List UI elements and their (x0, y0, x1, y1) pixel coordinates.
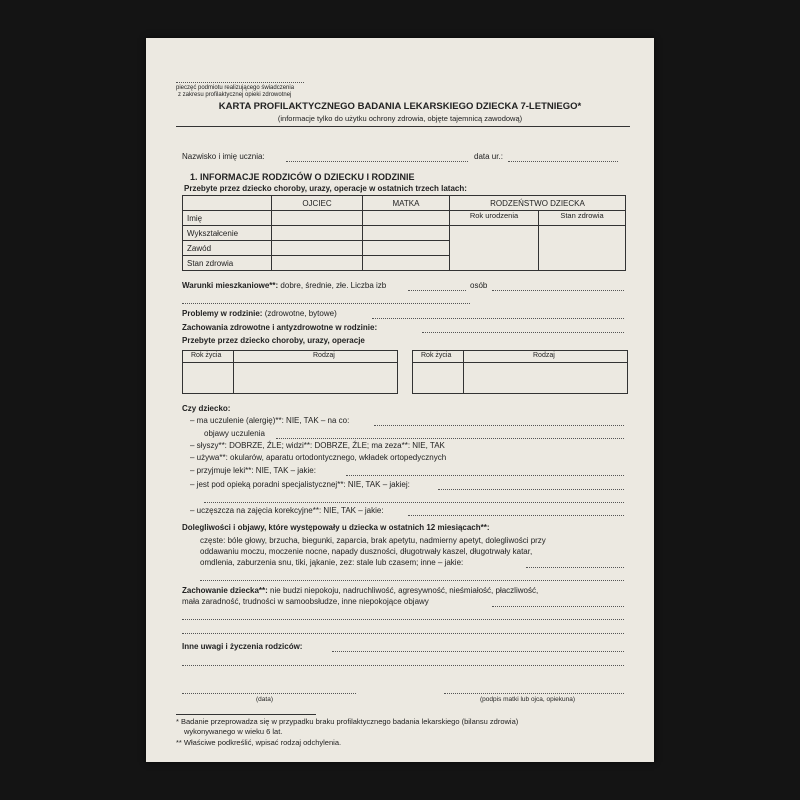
family-problems-options[interactable]: (zdrowotne, bytowe) (264, 309, 337, 318)
footnote-1b: wykonywanego w wieku 6 lat. (184, 727, 283, 736)
row-label-profession: Zawód (183, 241, 272, 256)
cell-father-education[interactable] (272, 226, 363, 241)
living-conditions-options[interactable]: dobre, średnie, złe. Liczba izb (280, 281, 387, 290)
allergy-field[interactable] (374, 425, 624, 426)
cell-father-profession[interactable] (272, 241, 363, 256)
cell-siblings-birth-year[interactable] (450, 226, 539, 271)
footnote-divider (176, 714, 316, 715)
footnote-1a: * Badanie przeprowadza się w przypadku braku profilaktycznego badania lekarskiego (bilansu zdrowia) (176, 717, 519, 726)
ailments-line1[interactable]: częste: bóle głowy, brzucha, biegunki, zaparcia, brak apetytu, nadmierny apetyt, dolegliwości przy (200, 536, 546, 545)
behavior-line1-wrap (182, 586, 538, 595)
family-problems-label: Problemy w rodzinie: (182, 309, 263, 318)
stamp-area (176, 82, 304, 99)
family-behaviors-label: Zachowania zdrowotne i antyzdrowotne w rodzinie: (182, 323, 378, 332)
allergy-symptoms-field[interactable] (276, 438, 624, 439)
clinic-line[interactable]: – jest pod opieką poradni specjalistycznej**: NIE, TAK – jakiej: (190, 480, 410, 489)
persons-label: osób (470, 281, 488, 290)
remarks-title: Inne uwagi i życzenia rodziców: (182, 642, 303, 651)
family-table (182, 195, 626, 271)
behavior-extra-field-1[interactable] (182, 619, 624, 620)
cell-father-name[interactable] (272, 211, 363, 226)
col-mother: MATKA (363, 196, 450, 211)
ailments-other-field[interactable] (526, 567, 624, 568)
hearing-vision-line[interactable]: – słyszy**: DOBRZE, ŹLE; widzi**: DOBRZE, ŹLE; ma zeza**: NIE, TAK (190, 441, 445, 450)
medicine-line[interactable]: – przyjmuje leki**: NIE, TAK – jakie: (190, 466, 316, 475)
col-siblings: RODZEŃSTWO DZIECKA (450, 196, 626, 211)
behavior-extra-field-2[interactable] (182, 633, 624, 634)
behavior-label: Zachowanie dziecka**: (182, 586, 268, 595)
remarks-field-1[interactable] (332, 651, 624, 652)
behavior-other-field[interactable] (492, 606, 624, 607)
title-divider (176, 126, 630, 127)
corrective-line[interactable]: – uczęszcza na zajęcia korekcyjne**: NIE, TAK – jakie: (190, 506, 384, 515)
row-label-health: Stan zdrowia (183, 256, 272, 271)
diseases-right-year-label: Rok życia (421, 352, 452, 359)
footnote-2: ** Właściwe podkreślić, wpisać rodzaj odchylenia. (176, 738, 342, 747)
uses-line[interactable]: – używa**: okularów, aparatu ortodontycznego, wkładek ortopedycznych (190, 453, 447, 462)
child-section-title: Czy dziecko: (182, 404, 231, 413)
ailments-extra-field[interactable] (200, 580, 624, 581)
ailments-title: Dolegliwości i objawy, które występowały u dziecka w ostatnich 12 miesiącach**: (182, 523, 490, 532)
parent-signature-field[interactable] (444, 693, 624, 694)
persons-field[interactable] (492, 290, 624, 291)
diseases-left-divider (233, 351, 234, 393)
date-label: (data) (256, 696, 273, 703)
date-field[interactable] (182, 693, 356, 694)
family-problems-field[interactable] (372, 318, 624, 319)
living-conditions-line (182, 281, 386, 290)
behavior-line1[interactable]: nie budzi niepokoju, nadruchliwość, agresywność, nieśmiałość, płaczliwość, (270, 586, 539, 595)
cell-mother-health[interactable] (363, 256, 450, 271)
cell-father-health[interactable] (272, 256, 363, 271)
dob-field[interactable] (508, 161, 618, 162)
section1-title: 1. INFORMACJE RODZICÓW O DZIECKU I RODZINIE (190, 172, 415, 182)
clinic-extra-field[interactable] (204, 502, 624, 503)
child-diseases-label: Przebyte przez dziecko choroby, urazy, operacje (182, 336, 365, 345)
section1-subtitle: Przebyte przez dziecko choroby, urazy, operacje w ostatnich trzech latach: (184, 184, 467, 193)
cell-siblings-health[interactable] (539, 226, 626, 271)
behavior-line2[interactable]: mała zaradność, trudności w samoobsłudze, inne niepokojące objawy (182, 597, 429, 606)
diseases-right-kind-label: Rodzaj (533, 352, 555, 359)
col-father: OJCIEC (272, 196, 363, 211)
diseases-left-year-label: Rok życia (191, 352, 222, 359)
corrective-field[interactable] (408, 515, 624, 516)
diseases-left-kind-label: Rodzaj (313, 352, 335, 359)
rooms-field[interactable] (408, 290, 466, 291)
form-subtitle: (informacje tylko do użytku ochrony zdrowia, objęte tajemnicą zawodową) (277, 114, 523, 123)
dob-label: data ur.: (474, 152, 503, 161)
col-health: Stan zdrowia (539, 211, 626, 226)
living-extra-field[interactable] (182, 303, 470, 304)
ailments-line2[interactable]: oddawaniu moczu, moczenie nocne, napady duszności, długotrwały kaszel, długotrwały katar, (200, 547, 533, 556)
allergy-line[interactable]: – ma uczulenie (alergię)**: NIE, TAK – na co: (190, 416, 350, 425)
row-label-name: Imię (183, 211, 272, 226)
clinic-field[interactable] (438, 489, 624, 490)
allergy-symptoms-label: objawy uczulenia (204, 429, 265, 438)
student-name-field[interactable] (286, 161, 468, 162)
cell-mother-profession[interactable] (363, 241, 450, 256)
cell-mother-education[interactable] (363, 226, 450, 241)
student-name-label: Nazwisko i imię ucznia: (182, 152, 265, 161)
medicine-field[interactable] (346, 475, 624, 476)
form-title: KARTA PROFILAKTYCZNEGO BADANIA LEKARSKIEGO DZIECKA 7-LETNIEGO* (218, 101, 582, 112)
ailments-line3[interactable]: omdlenia, zaburzenia snu, tiki, jąkanie, zez: stale lub czasem; inne – jakie: (200, 558, 464, 567)
table-corner (183, 196, 272, 211)
stamp-label-line1: pieczęć podmiotu realizującego świadczenia (176, 85, 295, 91)
family-behaviors-field[interactable] (422, 332, 624, 333)
form-page (146, 38, 654, 762)
col-birth-year: Rok urodzenia (450, 211, 539, 226)
parent-signature-label: (podpis matki lub ojca, opiekuna) (480, 696, 576, 703)
diseases-right-divider (463, 351, 464, 393)
stamp-label-line2: z zakresu profilaktycznej opieki zdrowotnej (178, 92, 292, 98)
diseases-box-right[interactable] (412, 350, 628, 394)
remarks-field-2[interactable] (182, 665, 624, 666)
row-label-education: Wykształcenie (183, 226, 272, 241)
family-problems-line (182, 309, 337, 318)
living-conditions-label: Warunki mieszkaniowe**: (182, 281, 279, 290)
cell-mother-name[interactable] (363, 211, 450, 226)
diseases-box-left[interactable] (182, 350, 398, 394)
